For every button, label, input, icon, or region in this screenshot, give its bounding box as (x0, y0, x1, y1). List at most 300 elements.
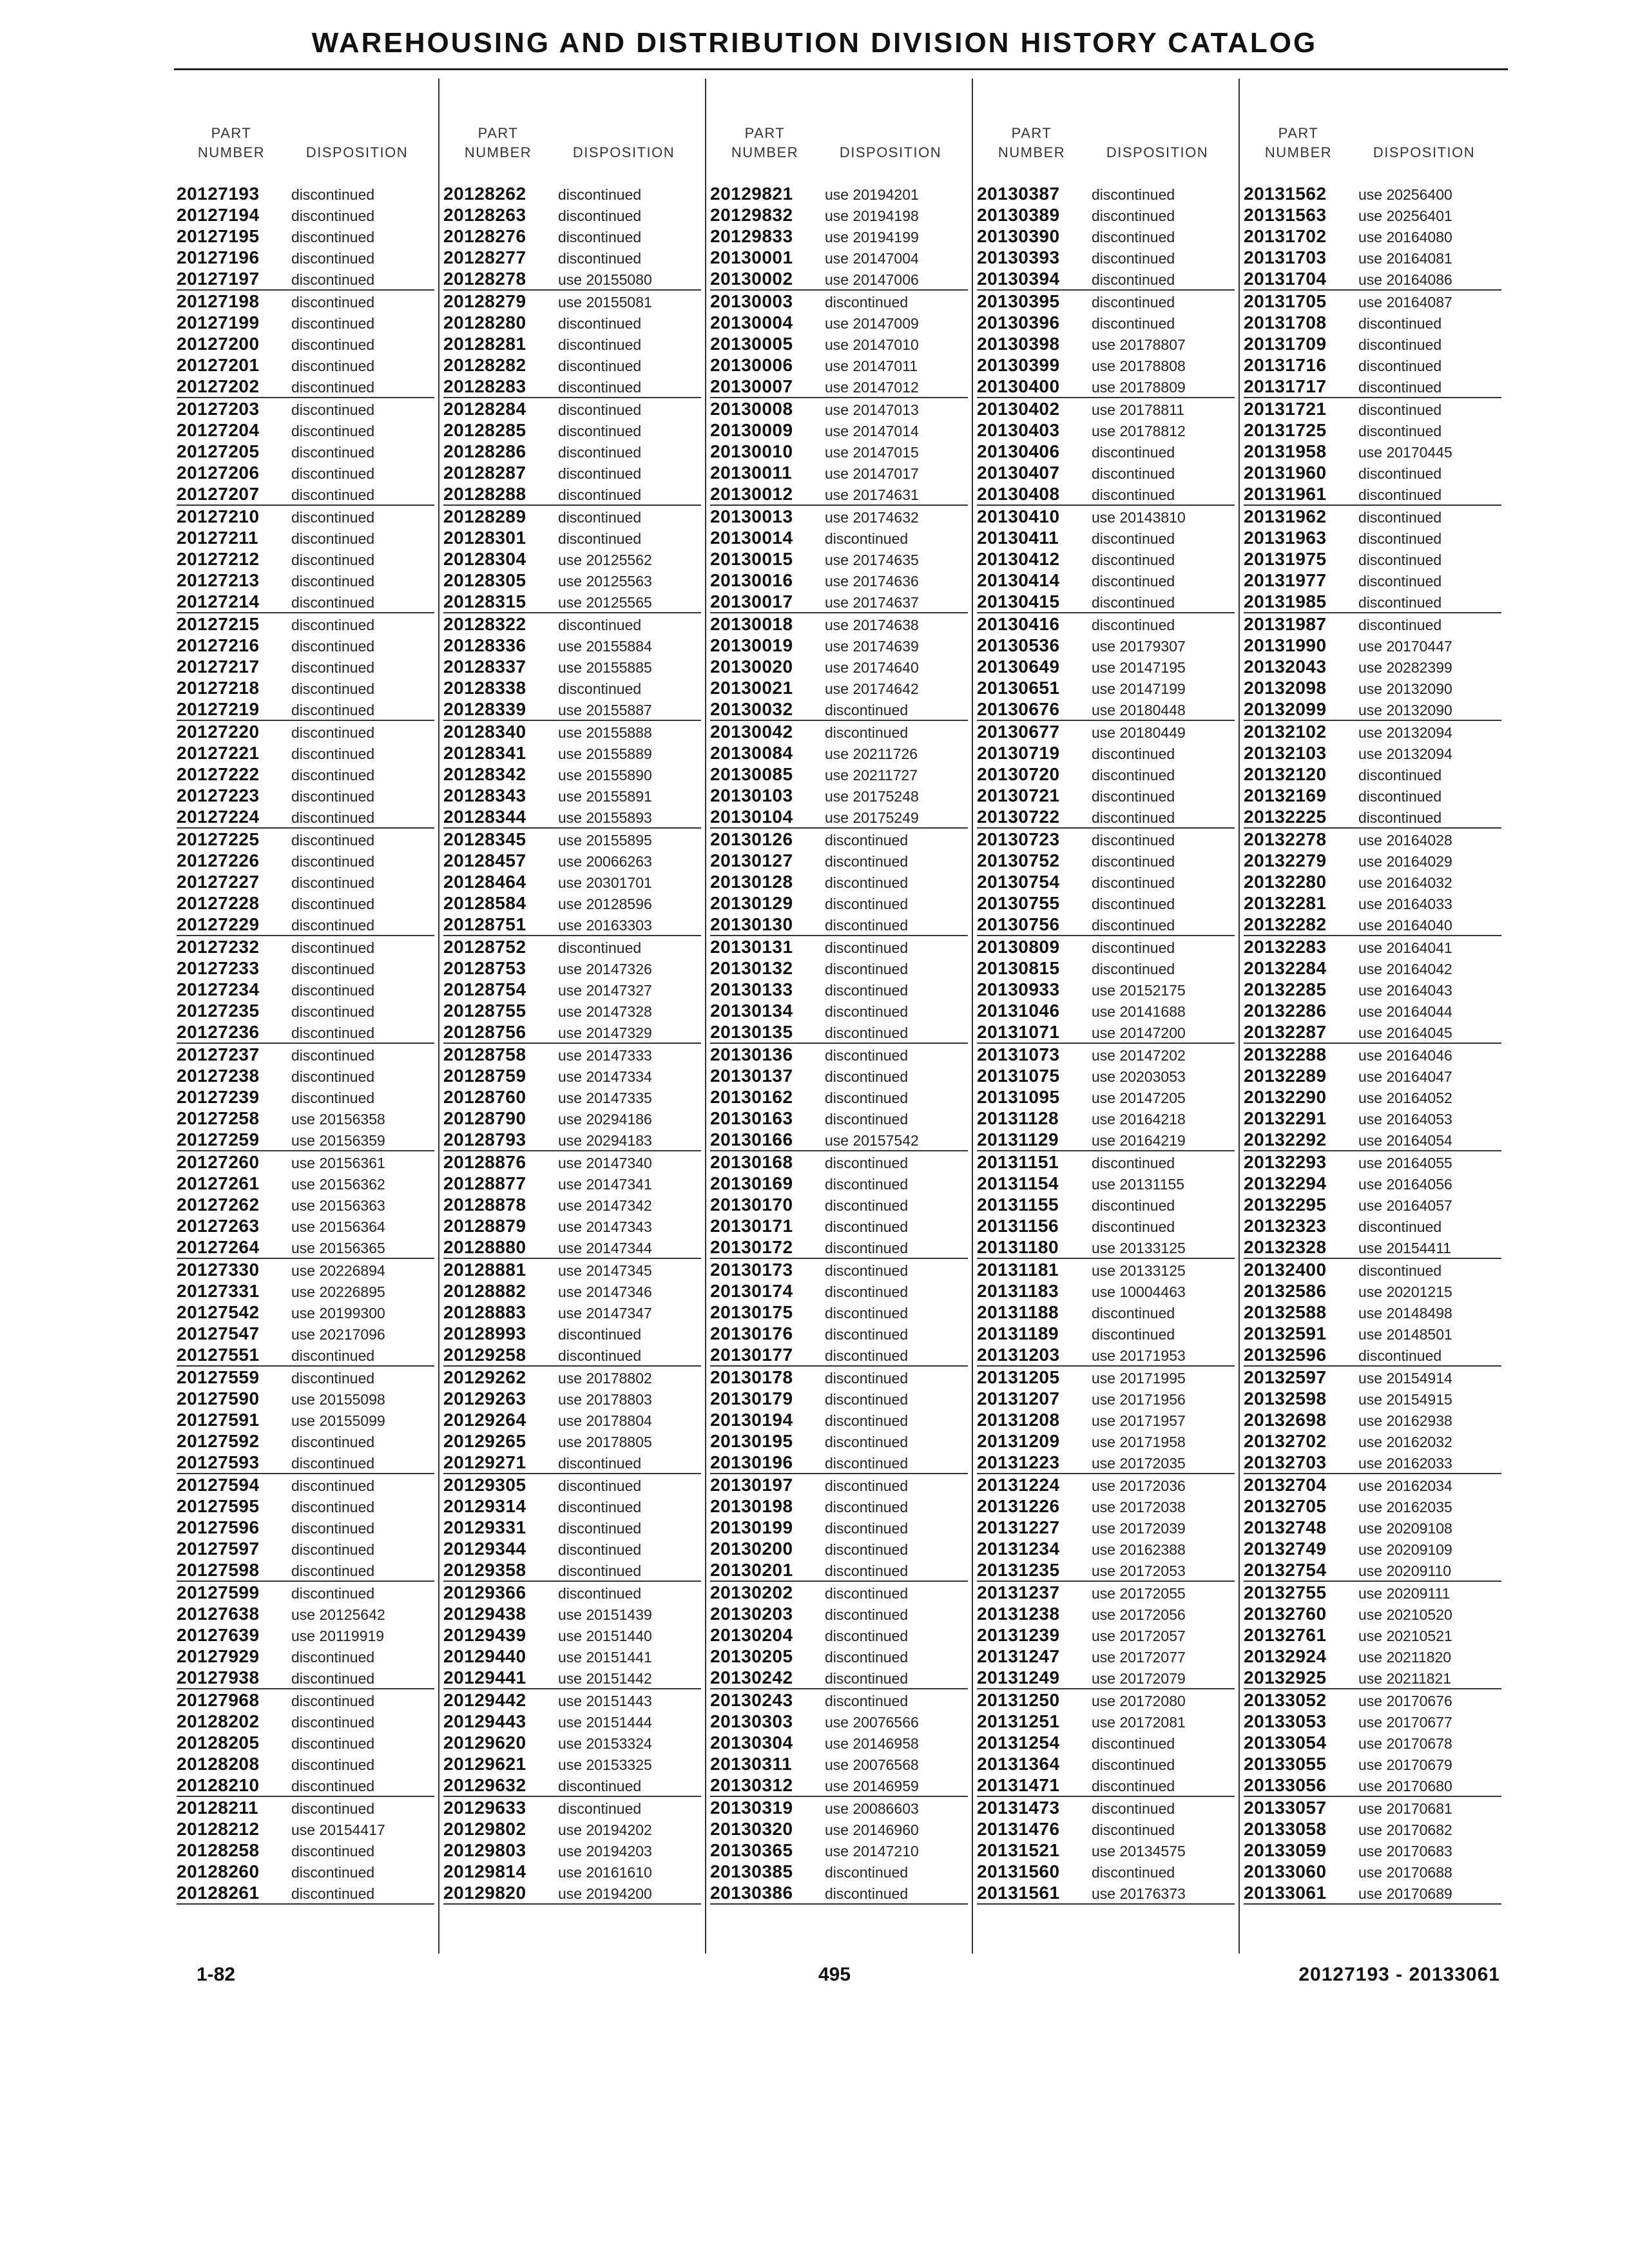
part-number: 20132328 (1244, 1237, 1327, 1257)
disposition: discontinued (291, 1477, 375, 1494)
part-number: 20128790 (443, 1108, 526, 1128)
part-number: 20130194 (710, 1410, 793, 1430)
disposition: use 20282399 (1358, 659, 1452, 676)
table-row (177, 892, 434, 914)
table-row (710, 1646, 968, 1667)
part-number: 20128345 (443, 829, 526, 849)
table-row (1244, 1624, 1501, 1646)
disposition: use 20174631 (825, 486, 919, 503)
part-number: 20131208 (977, 1410, 1060, 1430)
catalog-column (173, 79, 438, 1954)
disposition: use 20164043 (1358, 982, 1452, 999)
part-number: 20131075 (977, 1066, 1060, 1086)
part-number: 20132749 (1244, 1539, 1327, 1559)
disposition: discontinued (291, 465, 375, 482)
table-row (443, 1108, 701, 1129)
disposition: discontinued (291, 1541, 375, 1558)
part-number: 20131207 (977, 1389, 1060, 1408)
table-row (710, 419, 968, 441)
part-number: 20132323 (1244, 1216, 1327, 1236)
part-number: 20128877 (443, 1173, 526, 1193)
table-row (177, 226, 434, 247)
part-number: 20131254 (977, 1733, 1060, 1753)
part-number: 20132705 (1244, 1496, 1327, 1516)
disposition: discontinued (1358, 573, 1442, 590)
part-number: 20130013 (710, 506, 793, 526)
part-number: 20131985 (1244, 591, 1327, 611)
part-number-header: PART NUMBER (998, 125, 1066, 160)
part-number: 20128880 (443, 1237, 526, 1257)
disposition: use 20194203 (558, 1843, 652, 1860)
disposition: use 20147329 (558, 1024, 652, 1041)
disposition: use 20178802 (558, 1370, 652, 1387)
part-number: 20128289 (443, 506, 526, 526)
table-row (443, 441, 701, 462)
part-number: 20128279 (443, 291, 526, 311)
table-row (977, 1538, 1235, 1559)
disposition: discontinued (825, 896, 909, 912)
table-row (1244, 483, 1501, 506)
part-number: 20127938 (177, 1667, 260, 1687)
table-row (977, 183, 1235, 204)
disposition: discontinued (291, 594, 375, 611)
table-row (1244, 291, 1501, 312)
part-number: 20131238 (977, 1604, 1060, 1624)
part-number: 20130017 (710, 591, 793, 611)
table-row (443, 1538, 701, 1559)
table-row (443, 850, 701, 871)
disposition: discontinued (825, 982, 909, 999)
part-number: 20129802 (443, 1819, 526, 1839)
part-number: 20130178 (710, 1367, 793, 1387)
table-row (443, 462, 701, 483)
table-row (977, 892, 1235, 914)
disposition: discontinued (291, 1562, 375, 1579)
part-number: 20131234 (977, 1539, 1060, 1559)
part-number: 20130204 (710, 1625, 793, 1645)
part-number: 20132400 (1244, 1260, 1327, 1280)
table-row (977, 1753, 1235, 1774)
table-row (443, 419, 701, 441)
disposition: discontinued (291, 401, 375, 418)
part-number: 20130133 (710, 979, 793, 999)
part-number: 20132702 (1244, 1431, 1327, 1451)
part-number: 20130198 (710, 1496, 793, 1516)
table-row (977, 398, 1235, 419)
table-row (443, 1086, 701, 1108)
disposition: discontinued (291, 809, 375, 826)
part-number: 20129441 (443, 1667, 526, 1687)
part-number: 20131073 (977, 1044, 1060, 1064)
part-number: 20127262 (177, 1195, 260, 1215)
part-number: 20132754 (1244, 1560, 1327, 1580)
part-number: 20130411 (977, 528, 1059, 548)
disposition: discontinued (1092, 530, 1175, 547)
table-row (443, 892, 701, 914)
part-number: 20127595 (177, 1496, 260, 1516)
table-row (1244, 1711, 1501, 1732)
table-row (977, 1603, 1235, 1624)
disposition: discontinued (558, 186, 642, 203)
disposition: use 20147342 (558, 1197, 652, 1214)
table-row (710, 1774, 968, 1797)
table-row (710, 1732, 968, 1753)
part-number: 20128301 (443, 528, 526, 548)
part-number: 20128464 (443, 872, 526, 892)
disposition: discontinued (1092, 939, 1175, 956)
disposition: use 20161610 (558, 1864, 652, 1881)
disposition: use 20076566 (825, 1714, 919, 1731)
part-number: 20132598 (1244, 1389, 1327, 1408)
table-row (1244, 527, 1501, 548)
disposition: discontinued (1092, 1821, 1175, 1838)
table-row (177, 1236, 434, 1259)
table-row (443, 677, 701, 698)
part-number: 20132591 (1244, 1323, 1327, 1343)
table-row (177, 376, 434, 398)
part-number: 20131251 (977, 1711, 1060, 1731)
part-number: 20130103 (710, 785, 793, 805)
part-number: 20128211 (177, 1798, 259, 1818)
catalog-rows (443, 175, 701, 1905)
table-row (177, 1667, 434, 1689)
part-number: 20127593 (177, 1452, 260, 1472)
table-row (443, 1689, 701, 1711)
table-row (710, 333, 968, 354)
part-number: 20131975 (1244, 549, 1327, 569)
table-row (1244, 268, 1501, 291)
table-row (977, 1086, 1235, 1108)
part-number: 20130390 (977, 226, 1060, 246)
catalog-rows (1244, 175, 1501, 1905)
disposition: use 20211726 (825, 745, 918, 762)
table-row (977, 721, 1235, 742)
table-row (1244, 398, 1501, 419)
disposition: discontinued (558, 444, 642, 461)
table-row (977, 483, 1235, 506)
disposition: use 20170676 (1358, 1693, 1452, 1709)
part-number: 20127220 (177, 722, 260, 742)
table-row (710, 1882, 968, 1905)
disposition: use 20131155 (1092, 1176, 1185, 1193)
table-row (977, 1151, 1235, 1173)
table-row (443, 1732, 701, 1753)
part-number: 20131203 (977, 1345, 1060, 1365)
table-row (443, 1430, 701, 1452)
table-row (1244, 1044, 1501, 1065)
disposition: discontinued (558, 1800, 642, 1817)
part-number: 20127591 (177, 1410, 260, 1430)
table-row (443, 226, 701, 247)
table-row (710, 829, 968, 850)
part-number: 20132279 (1244, 850, 1327, 870)
table-row (1244, 1000, 1501, 1021)
disposition: use 20178807 (1092, 336, 1186, 353)
disposition: use 20178804 (558, 1412, 652, 1429)
table-row (177, 354, 434, 376)
part-number: 20128337 (443, 657, 526, 677)
part-number: 20127200 (177, 334, 260, 354)
disposition: use 20164047 (1358, 1068, 1452, 1085)
part-number: 20133052 (1244, 1690, 1327, 1710)
disposition: discontinued (1092, 594, 1175, 611)
part-number: 20128304 (443, 549, 526, 569)
disposition: discontinued (291, 207, 375, 224)
table-row (177, 1861, 434, 1882)
disposition: discontinued (1092, 809, 1175, 826)
disposition: use 20172038 (1092, 1499, 1186, 1515)
part-number: 20128758 (443, 1044, 526, 1064)
disposition: use 20294183 (558, 1132, 652, 1149)
table-row (443, 268, 701, 291)
table-row (1244, 1344, 1501, 1367)
part-number: 20131962 (1244, 506, 1327, 526)
part-number: 20132280 (1244, 872, 1327, 892)
disposition: use 20179307 (1092, 638, 1186, 655)
disposition: discontinued (825, 1326, 909, 1343)
part-number: 20130176 (710, 1323, 793, 1343)
disposition: discontinued (1092, 1326, 1175, 1343)
part-number: 20132282 (1244, 914, 1327, 934)
table-row (710, 1388, 968, 1409)
table-row (443, 1302, 701, 1323)
table-row (177, 247, 434, 268)
disposition: discontinued (558, 401, 642, 418)
table-row (1244, 785, 1501, 806)
table-row (177, 483, 434, 506)
part-number: 20132294 (1244, 1173, 1327, 1193)
table-row (977, 1689, 1235, 1711)
disposition: discontinued (558, 379, 642, 396)
disposition: discontinued (1092, 271, 1175, 288)
disposition: discontinued (1092, 315, 1175, 332)
table-row (710, 656, 968, 677)
part-number: 20130721 (977, 785, 1060, 805)
part-number: 20132588 (1244, 1302, 1327, 1322)
disposition: discontinued (1092, 767, 1175, 783)
part-number: 20127221 (177, 743, 260, 763)
table-row (977, 613, 1235, 635)
disposition: discontinued (825, 1090, 909, 1106)
table-row (1244, 829, 1501, 850)
part-number: 20130173 (710, 1260, 793, 1280)
table-row (177, 936, 434, 957)
disposition: use 20132090 (1358, 680, 1452, 697)
disposition: discontinued (1092, 229, 1175, 245)
part-number: 20130395 (977, 291, 1060, 311)
table-row (177, 1367, 434, 1388)
part-number: 20128883 (443, 1302, 526, 1322)
table-row (710, 979, 968, 1000)
part-number: 20127547 (177, 1323, 260, 1343)
disposition: discontinued (1092, 745, 1175, 762)
disposition: discontinued (1092, 444, 1175, 461)
table-row (443, 591, 701, 613)
part-number: 20128210 (177, 1775, 260, 1795)
part-number: 20128340 (443, 722, 526, 742)
table-row (710, 548, 968, 570)
table-row (443, 291, 701, 312)
catalog-rows (710, 175, 968, 1905)
disposition: use 20256401 (1358, 207, 1452, 224)
disposition: discontinued (558, 530, 642, 547)
table-row (443, 936, 701, 957)
part-number: 20129263 (443, 1389, 526, 1408)
disposition: discontinued (1092, 1756, 1175, 1773)
disposition: use 20178805 (558, 1434, 652, 1450)
part-number: 20130130 (710, 914, 793, 934)
part-number: 20127330 (177, 1260, 260, 1280)
part-number: 20132287 (1244, 1022, 1327, 1042)
table-row (177, 398, 434, 419)
disposition: use 20125563 (558, 573, 652, 590)
part-number: 20130319 (710, 1798, 793, 1818)
column-header (710, 79, 968, 175)
part-number: 20129820 (443, 1883, 526, 1903)
table-row (977, 1367, 1235, 1388)
part-number: 20131703 (1244, 247, 1327, 267)
table-row (710, 742, 968, 764)
table-row (710, 936, 968, 957)
table-row (977, 1582, 1235, 1603)
part-number: 20131987 (1244, 614, 1327, 634)
table-row (443, 1021, 701, 1044)
disposition: discontinued (291, 250, 375, 267)
table-row (1244, 936, 1501, 957)
table-row (1244, 613, 1501, 635)
disposition: discontinued (825, 724, 909, 741)
part-number: 20127204 (177, 420, 260, 440)
part-number: 20131563 (1244, 205, 1327, 225)
disposition: use 20151439 (558, 1606, 652, 1623)
disposition: discontinued (825, 1024, 909, 1041)
part-number: 20130722 (977, 807, 1060, 827)
part-number: 20130174 (710, 1281, 793, 1301)
table-row (177, 462, 434, 483)
disposition: discontinued (291, 1735, 375, 1752)
disposition: use 20147202 (1092, 1047, 1186, 1064)
part-number: 20131961 (1244, 484, 1327, 504)
table-row (177, 785, 434, 806)
table-row (443, 1474, 701, 1495)
part-number: 20127929 (177, 1646, 260, 1666)
table-row (977, 333, 1235, 354)
disposition: discontinued (291, 1864, 375, 1881)
disposition: use 20194199 (825, 229, 919, 245)
part-number: 20127201 (177, 355, 260, 375)
part-number: 20127225 (177, 829, 260, 849)
part-number: 20133053 (1244, 1711, 1327, 1731)
part-number: 20129814 (443, 1861, 526, 1881)
part-number: 20129442 (443, 1690, 526, 1710)
part-number: 20130720 (977, 764, 1060, 784)
table-row (443, 1367, 701, 1388)
disposition: discontinued (1092, 1778, 1175, 1794)
table-row (177, 1711, 434, 1732)
disposition: discontinued (291, 379, 375, 396)
disposition: discontinued (291, 1068, 375, 1085)
table-row (1244, 1753, 1501, 1774)
disposition: use 20147014 (825, 423, 919, 439)
part-number: 20128338 (443, 678, 526, 698)
table-row (977, 1882, 1235, 1905)
part-number: 20133057 (1244, 1798, 1327, 1818)
disposition: use 20162033 (1358, 1455, 1452, 1472)
disposition: use 20164028 (1358, 832, 1452, 849)
disposition: discontinued (825, 853, 909, 870)
disposition: use 20294186 (558, 1111, 652, 1128)
table-row (1244, 1474, 1501, 1495)
disposition: discontinued (291, 659, 375, 676)
disposition: use 20155099 (291, 1412, 385, 1429)
part-number: 20130016 (710, 570, 793, 590)
table-row (177, 1065, 434, 1086)
part-number: 20132755 (1244, 1582, 1327, 1602)
part-number: 20129443 (443, 1711, 526, 1731)
part-number: 20129265 (443, 1431, 526, 1451)
table-row (977, 764, 1235, 785)
disposition: use 20172053 (1092, 1562, 1186, 1579)
table-row (443, 1818, 701, 1840)
table-row (1244, 1646, 1501, 1667)
table-row (1244, 1236, 1501, 1259)
part-number: 20129633 (443, 1798, 526, 1818)
part-number: 20128284 (443, 399, 526, 419)
table-row (710, 1215, 968, 1236)
table-row (710, 914, 968, 936)
part-number: 20127199 (177, 312, 260, 332)
part-number: 20130195 (710, 1431, 793, 1451)
disposition: discontinued (291, 315, 375, 332)
table-row (977, 1517, 1235, 1538)
part-number: 20127211 (177, 528, 259, 548)
table-row (977, 1430, 1235, 1452)
disposition: use 20147210 (825, 1843, 919, 1860)
table-row (443, 656, 701, 677)
table-row (1244, 698, 1501, 721)
disposition: use 20147004 (825, 250, 919, 267)
disposition: discontinued (291, 874, 375, 891)
part-number: 20132291 (1244, 1108, 1327, 1128)
table-row (443, 1559, 701, 1582)
disposition: discontinued (1092, 617, 1175, 633)
part-number: 20132586 (1244, 1281, 1327, 1301)
table-row (443, 721, 701, 742)
part-number: 20130402 (977, 399, 1060, 419)
disposition: use 20143810 (1092, 509, 1186, 526)
part-number: 20130202 (710, 1582, 793, 1602)
part-number: 20127594 (177, 1475, 260, 1495)
part-number: 20130312 (710, 1775, 793, 1795)
part-number: 20131960 (1244, 463, 1327, 483)
table-row (443, 1194, 701, 1215)
table-row (177, 613, 434, 635)
column-header (1244, 79, 1501, 175)
disposition: discontinued (291, 896, 375, 912)
part-number: 20131224 (977, 1475, 1060, 1495)
disposition: use 20172056 (1092, 1606, 1186, 1623)
table-row (1244, 1086, 1501, 1108)
part-number: 20130203 (710, 1604, 793, 1624)
part-number: 20128261 (177, 1883, 260, 1903)
part-number: 20127214 (177, 591, 260, 611)
disposition: discontinued (825, 1370, 909, 1387)
disposition: discontinued (1358, 315, 1442, 332)
disposition: discontinued (1358, 594, 1442, 611)
part-number: 20130201 (710, 1560, 793, 1580)
table-row (977, 1711, 1235, 1732)
table-row (443, 742, 701, 764)
